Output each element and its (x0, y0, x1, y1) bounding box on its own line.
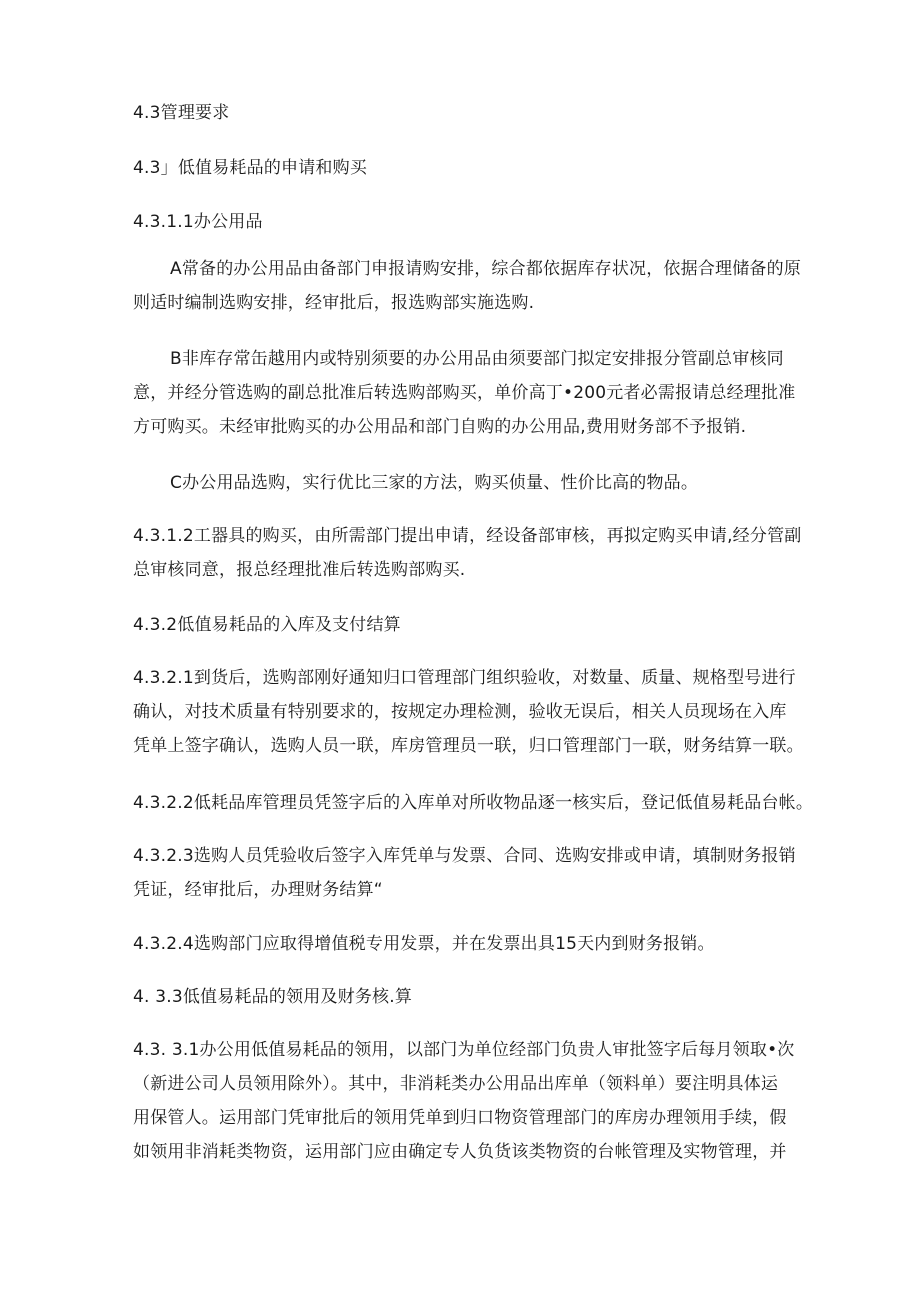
paragraph-line: 4.3.1.2工器具的购买，由所需部门提出申请，经设备部审核，再拟定购买申请,经分管副 (133, 526, 802, 546)
paragraph-4-3-1-2 (133, 526, 802, 594)
paragraph-b (170, 349, 830, 383)
paragraph-a (170, 259, 830, 293)
heading-4-3-1: 4.3」低值易耗品的申请和购买 (133, 158, 368, 178)
paragraph-4-3-2-1 (133, 668, 804, 770)
paragraph-line: 用保管人。运用部门凭审批后的领用凭单到归口物资管理部门的库房办理领用手续，假 (133, 1108, 787, 1128)
paragraph-line: 意，并经分管选购的副总批准后转选购部购买，单价高丁•200元者必需报请总经理批准 (133, 383, 796, 403)
paragraph-line: 4.3.2.4选购部门应取得增值税专用发票，并在发票出具15天内到财务报销。 (133, 934, 715, 954)
paragraph-line: 凭证，经审批后，办理财务结算“ (133, 880, 383, 900)
paragraph-line: 凭单上签字确认，选购人员一联，库房管理员一联，归口管理部门一联，财务结算一联。 (133, 736, 804, 756)
paragraph-b-cont (133, 383, 796, 451)
paragraph-line: 则适时编制选购安排，经审批后，报选购部实施选购. (133, 293, 535, 313)
paragraph-line: 4.3.2.2低耗品库管理员凭签字后的入库单对所收物品逐一核实后，登记低值易耗品台帐。 (133, 793, 814, 813)
heading-4-3-1-1: 4.3.1.1办公用品 (133, 212, 263, 232)
paragraph-line: 4.3. 3.1办公用低值易耗品的领用，以部门为单位经部门负贵人审批签字后每月领取•次 (133, 1040, 795, 1060)
paragraph-line: 总审核同意，报总经理批准后转选购部购买. (133, 560, 466, 580)
paragraph-line: 4.3.2.3选购人员凭验收后签字入库凭单与发票、合同、选购安排或申请，填制财务报销 (133, 846, 796, 866)
paragraph-line: 确认，对技术质量有特别要求的，按规定办理检测，验收无误后，相关人员现场在入库 (133, 702, 787, 722)
paragraph-line: C办公用品选购，实行优比三家的方法，购买侦量、性价比高的物品。 (170, 473, 699, 493)
paragraph-line: （新进公司人员领用除外）。其中，非消耗类办公用品出库单（领料单）要注明具体运 (133, 1074, 779, 1094)
paragraph-4-3-2-2 (133, 793, 814, 827)
heading-4-3-3: 4. 3.3低值易耗品的领用及财务核.算 (133, 987, 413, 1007)
paragraph-4-3-3-1 (133, 1040, 793, 1176)
paragraph-4-3-2-3 (133, 846, 796, 914)
paragraph-line: B非库存常缶越用内或特别须要的办公用品由须要部门拟定安排报分管副总审核同 (170, 349, 784, 369)
paragraph-c (170, 473, 830, 507)
paragraph-a-cont (133, 293, 793, 327)
paragraph-line: A常备的办公用品由备部门申报请购安排，综合都依据库存状况，依据合理储备的原 (170, 259, 802, 279)
paragraph-line: 如领用非消耗类物资，运用部门应由确定专人负货该类物资的台帐管理及实物管理，并 (133, 1142, 787, 1162)
heading-4-3-2: 4.3.2低值易耗品的入库及支付结算 (133, 615, 401, 635)
paragraph-line: 4.3.2.1到货后，选购部刚好通知归口管理部门组织验收，对数量、质量、规格型号进行 (133, 668, 796, 688)
paragraph-line: 方可购买。未经审批购买的办公用品和部门自购的办公用品,费用财务部不予报销. (133, 417, 747, 437)
paragraph-4-3-2-4 (133, 934, 793, 968)
heading-4-3: 4.3管理要求 (133, 103, 230, 123)
